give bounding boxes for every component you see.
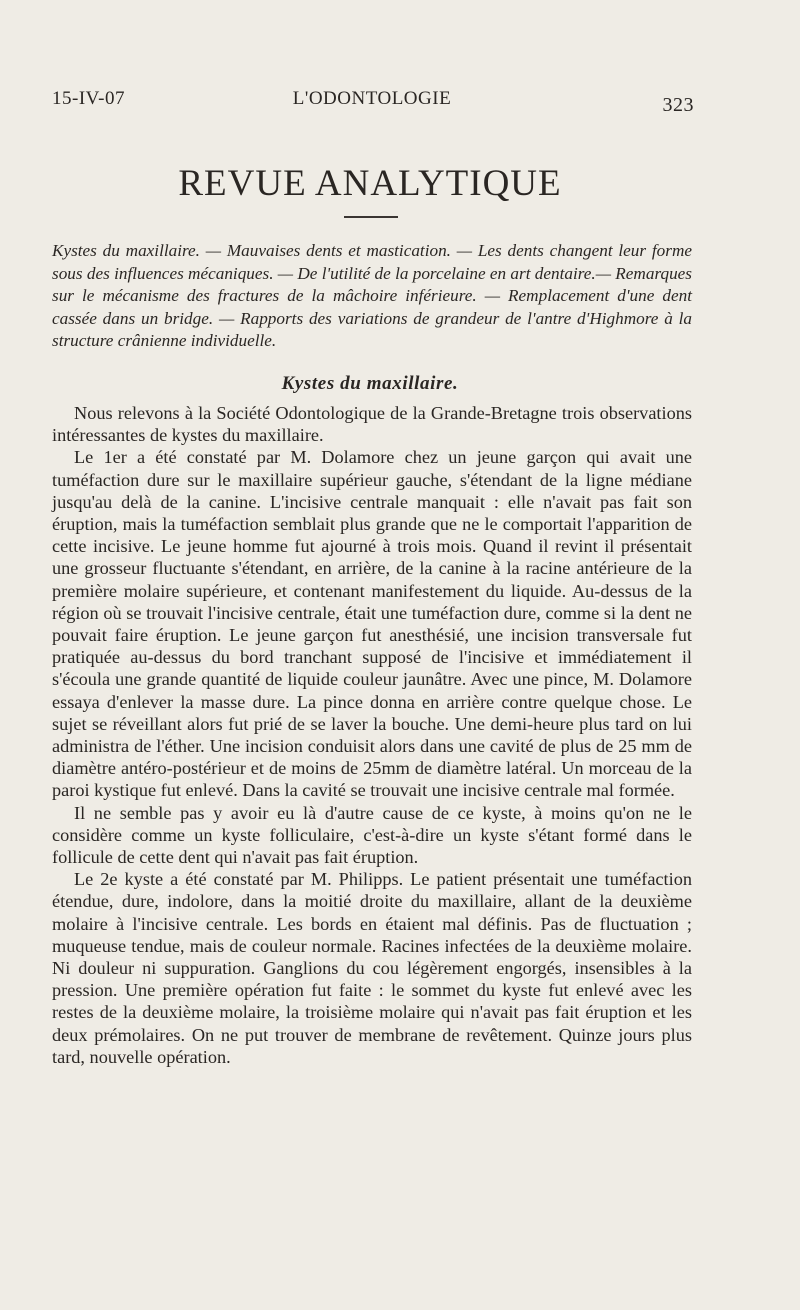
article-body [52, 402, 692, 1068]
paragraph: Le 1er a été constaté par M. Dolamore chez un jeune garçon qui avait une tuméfaction dure sur le maxillaire supérieur gauche, s'étendant de la ligne médiane jusqu'au delà de la canine. L'incisive centrale manquait : elle n'avait pas fait son éruption, mais la tuméfaction semblait plus grande que ne le comportait l'apparition de cette incisive. Le jeune homme fut ajourné à trois mois. Quand il revint il présentait une grosseur fluctuante s'étendant, en arrière, de la canine à la racine antérieure de la première molaire supérieure, et contenant manifestement du liquide. Au-dessus de la région où se trouvait l'incisive centrale, était une tuméfaction dure, comme si la dent ne pouvait faire éruption. Le jeune garçon fut anesthésié, une incision transversale fut pratiquée au-dessus du bord tranchant supposé de l'incisive et immédiatement il s'écoula une grande quantité de liquide couleur jaunâtre. Avec une pince, M. Dolamore essaya d'enlever la masse dure. La pince donna en arrière contre quelque chose. Le sujet se réveillant alors fut prié de se laver la bouche. Une demi-heure plus tard on lui administra de l'éther. Une incision conduisit alors dans une cavité de plus de 25 mm de diamètre antéro-postérieur et de moins de 25mm de diamètre latéral. Un morceau de la paroi kystique fut enlevé. Dans la cavité se trouvait une incisive centrale mal formée. [52, 447, 692, 801]
summary-abstract: Kystes du maxillaire. — Mauvaises dents et mastication. — Les dents changent leur forme sous des influences mécaniques. — De l'utilité de la porcelaine en art dentaire.— Remarques sur le mécanisme des fractures de la mâchoire inférieure. — Remplacement d'une dent cassée dans un bridge. — Rapports des variations de grandeur de l'antre d'Highmore à la structure crânienne individuelle. [52, 241, 692, 350]
page-number: 323 [662, 94, 694, 116]
running-head [52, 88, 692, 116]
issue-date: 15-IV-07 [52, 88, 125, 109]
title-divider [344, 216, 398, 218]
paragraph: Il ne semble pas y avoir eu là d'autre cause de ce kyste, à moins qu'on ne le considère comme un kyste folliculaire, c'est-à-dire un kyste s'étant formé dans le follicule de cette dent qui n'avait pas fait éruption. [52, 802, 692, 868]
journal-name: L'ODONTOLOGIE [292, 88, 452, 109]
page-title: REVUE ANALYTIQUE [178, 163, 562, 204]
paragraph: Nous relevons à la Société Odontologique de la Grande-Bretagne trois observations intéressantes de kystes du maxillaire. [52, 403, 692, 446]
paragraph: Le 2e kyste a été constaté par M. Philipps. Le patient présentait une tuméfaction étendue, dure, indolore, dans la moitié droite du maxillaire, allant de la deuxième molaire à l'incisive centrale. Les bords en étaient mal définis. Pas de fluctuation ; muqueuse tendue, mais de couleur normale. Racines infectées de la deuxième molaire. Ni douleur ni suppuration. Ganglions du cou légèrement engorgés, insensibles à la pression. Une première opération fut faite : le sommet du kyste fut enlevé avec les restes de la deuxième molaire, la troisième molaire qui n'avait pas fait éruption et les deux prémolaires. On ne put trouver de membrane de revêtement. Quinze jours plus tard, nouvelle opération. [52, 869, 692, 1067]
section-heading: Kystes du maxillaire. [281, 373, 459, 394]
